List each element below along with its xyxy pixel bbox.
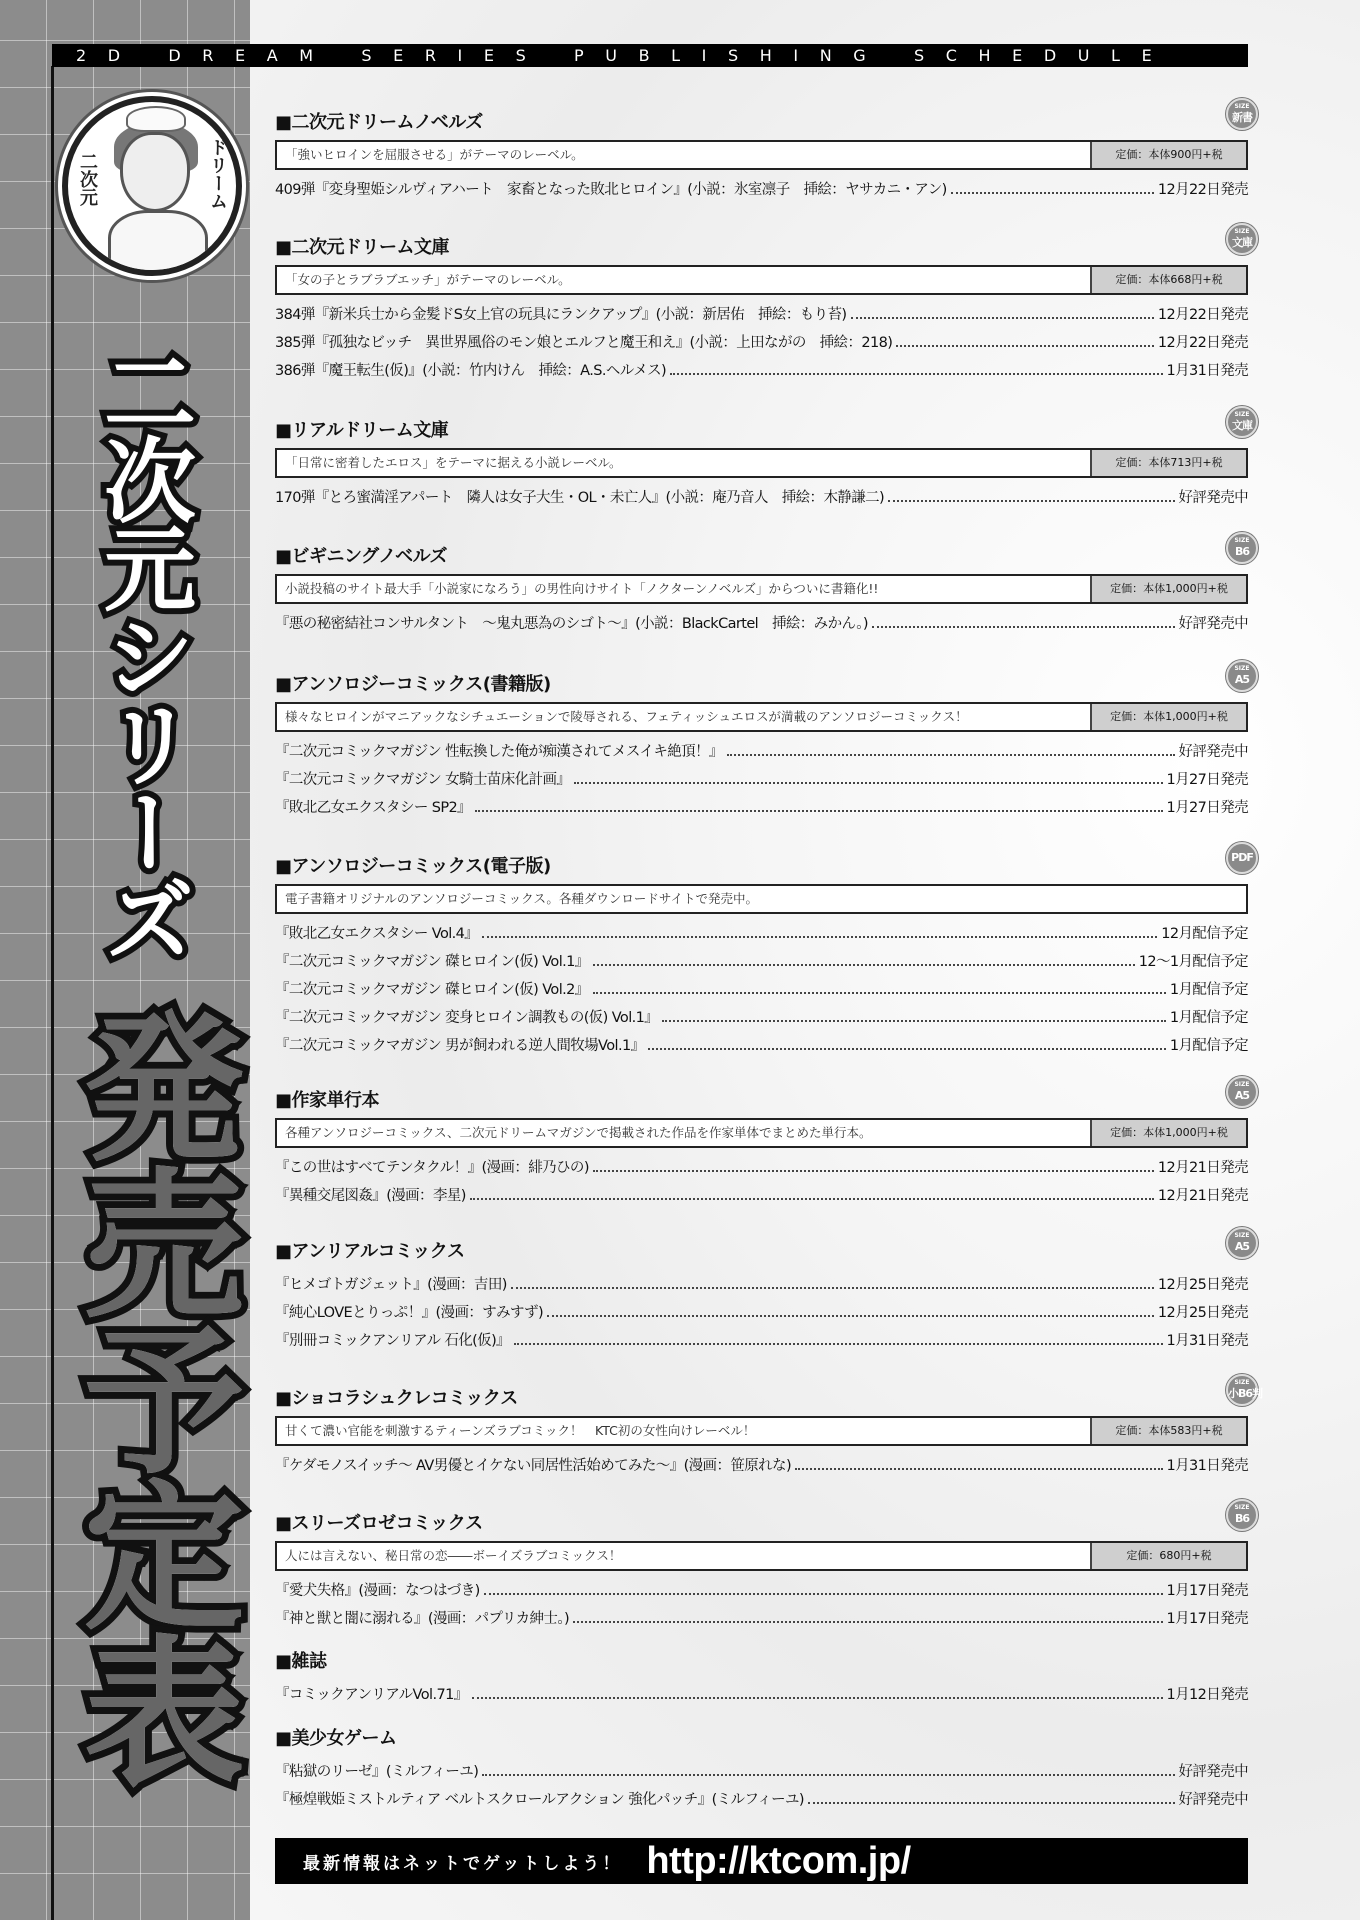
list-item (275, 482, 1248, 510)
list-item (275, 1679, 1248, 1707)
schedule-vertical-title: 発売予定表 (57, 1005, 244, 1785)
item-title: 『純心LOVEとりっぷ！』(漫画：すみすず) (275, 1305, 544, 1321)
list-item (275, 1030, 1248, 1058)
release-date: 1月配信予定 (1169, 1038, 1248, 1054)
badge-label: SIZE (1234, 665, 1250, 672)
leader-dots (648, 1048, 1165, 1050)
badge-value: 文庫 (1232, 236, 1252, 249)
item-title: 『ケダモノスイッチ～ AV男優とイケない同居性活始めてみた～』(漫画：笹原れな) (275, 1458, 792, 1474)
schedule-section (275, 1232, 1250, 1349)
price-label: 定価：本体583円+税 (1090, 1418, 1246, 1444)
leader-dots (573, 1621, 1162, 1623)
release-date: 好評発売中 (1178, 1792, 1248, 1808)
release-date: 1月配信予定 (1169, 982, 1248, 998)
schedule-section (275, 1504, 1250, 1627)
item-title: 『別冊コミックアンリアル 石化(仮)』 (275, 1333, 511, 1349)
item-title: 『二次元コミックマガジン 磔ヒロイン(仮) Vol.2』 (275, 982, 589, 998)
release-date: 12月25日発売 (1157, 1277, 1248, 1293)
section-description: 甘くて濃い官能を刺激するティーンズラブコミック！ KTC初の女性向けレーベル！ (285, 1423, 756, 1438)
leader-dots (547, 1315, 1154, 1317)
section-description: 様々なヒロインがマニアックなシチュエーションで陵辱される、フェティッシュエロスが満載のアンソロジーコミックス！ (285, 709, 968, 724)
leader-dots (670, 373, 1162, 375)
badge-value: B6 (1234, 1512, 1250, 1525)
price-label: 定価：本体1,000円+税 (1090, 704, 1246, 730)
badge-label: SIZE (1234, 1379, 1250, 1386)
item-title: 『二次元コミックマガジン 男が飼われる逆人間牧場Vol.1』 (275, 1038, 645, 1054)
release-date: 12月25日発売 (1157, 1305, 1248, 1321)
price-label: 定価：680円+税 (1090, 1543, 1246, 1569)
list-item (275, 1297, 1248, 1325)
release-date: 1月31日発売 (1166, 363, 1248, 379)
item-title: 『この世はすべてテンタクル！』(漫画：緋乃ひの) (275, 1160, 589, 1176)
description-box (275, 1118, 1248, 1148)
release-date: 12月22日発売 (1157, 182, 1248, 198)
leader-dots (472, 1697, 1163, 1699)
item-title: 『極煌戦姫ミストルティア ベルトスクロールアクション 強化パッチ』(ミルフィーユ) (275, 1792, 804, 1808)
leader-dots (727, 754, 1175, 756)
item-list (275, 482, 1248, 510)
description-box (275, 1416, 1248, 1446)
list-item (275, 174, 1248, 202)
section-heading: ■スリーズロゼコミックス (275, 1513, 483, 1534)
item-list (275, 1679, 1248, 1707)
release-date: 好評発売中 (1178, 490, 1248, 506)
list-item (275, 1152, 1248, 1180)
badge-value: 小B6判 (1228, 1387, 1263, 1400)
description-box (275, 448, 1248, 478)
section-description: 「女の子とラブラブエッチ」がテーマのレーベル。 (285, 272, 571, 287)
release-date: 1月27日発売 (1166, 772, 1248, 788)
list-item (275, 1603, 1248, 1631)
item-title: 『二次元コミックマガジン 性転換した俺が痴漢されてメスイキ絶頂！』 (275, 744, 723, 760)
release-date: 1月12日発売 (1166, 1687, 1248, 1703)
size-badge-icon (1226, 1076, 1258, 1108)
price-label: 定価：本体713円+税 (1090, 450, 1246, 476)
leader-dots (511, 1287, 1154, 1289)
release-date: 好評発売中 (1178, 744, 1248, 760)
item-title: 409弾『変身聖姫シルヴィアハート 家畜となった敗北ヒロイン』(小説：氷室凛子 挿絵：ヤサカニ・アン) (275, 182, 947, 198)
mascot-cap (126, 106, 186, 132)
item-title: 『神と獣と闇に溺れる』(漫画：パプリカ紳士。) (275, 1611, 570, 1627)
release-date: 1月17日発売 (1166, 1583, 1248, 1599)
item-title: 『ヒメゴトガジェット』(漫画：吉田) (275, 1277, 507, 1293)
item-title: 『敗北乙女エクスタシー SP2』 (275, 800, 472, 816)
leader-dots (888, 500, 1174, 502)
size-badge-icon (1226, 1374, 1263, 1406)
list-item (275, 946, 1248, 974)
schedule-section (275, 1651, 1248, 1703)
release-date: 12月配信予定 (1161, 926, 1248, 942)
leader-dots (951, 192, 1154, 194)
section-heading: ■リアルドリーム文庫 (275, 420, 449, 441)
header-bar: 2D DREAM SERIES PUBLISHING SCHEDULE (52, 44, 1248, 67)
release-date: 12月22日発売 (1157, 335, 1248, 351)
badge-label: SIZE (1234, 103, 1250, 110)
price-label: 定価：本体1,000円+税 (1090, 576, 1246, 602)
schedule-section (275, 1379, 1263, 1474)
item-title: 『二次元コミックマガジン 女騎士苗床化計画』 (275, 772, 571, 788)
item-list (275, 736, 1248, 820)
list-item (275, 1575, 1248, 1603)
item-title: 385弾『孤独なビッチ 異世界風俗のモン娘とエルフと魔王和え』(小説：上田ながの 挿絵：218) (275, 335, 893, 351)
leader-dots (851, 317, 1154, 319)
release-date: 1月17日発売 (1166, 1611, 1248, 1627)
schedule-section (275, 411, 1252, 506)
leader-dots (593, 1170, 1154, 1172)
section-heading: ■ビギニングノベルズ (275, 546, 448, 567)
section-description: 「日常に密着したエロス」をテーマに据える小説レーベル。 (285, 455, 622, 470)
list-item (275, 1269, 1248, 1297)
item-list (275, 608, 1248, 636)
size-badge-icon (1226, 842, 1258, 874)
badge-value: A5 (1234, 1240, 1250, 1253)
section-heading: ■二次元ドリームノベルズ (275, 112, 483, 133)
list-item (275, 918, 1248, 946)
item-list (275, 918, 1248, 1058)
list-item (275, 1180, 1248, 1208)
schedule-section (275, 228, 1252, 379)
badge-value: B6 (1234, 545, 1250, 558)
size-badge-icon (1226, 1227, 1258, 1259)
section-heading: ■アンソロジーコミックス(書籍版) (275, 674, 551, 695)
size-badge-icon (1226, 223, 1258, 255)
leader-dots (593, 992, 1166, 994)
item-title: 『二次元コミックマガジン 変身ヒロイン調教もの(仮) Vol.1』 (275, 1010, 659, 1026)
item-list (275, 174, 1248, 202)
release-date: 好評発売中 (1178, 1764, 1248, 1780)
series-vertical-title: 二次元シリーズ (89, 345, 196, 961)
list-item (275, 764, 1248, 792)
list-item (275, 974, 1248, 1002)
list-item (275, 1450, 1248, 1478)
item-title: 『愛犬失格』(漫画：なつはづき) (275, 1583, 480, 1599)
list-item (275, 1002, 1248, 1030)
section-heading: ■アンリアルコミックス (275, 1241, 465, 1262)
schedule-section (275, 537, 1250, 632)
price-label: 定価：本体668円+税 (1090, 267, 1246, 293)
banner-message: 最新情報はネットでゲットしよう！ (303, 1853, 623, 1874)
section-description: 「強いヒロインを屈服させる」がテーマのレーベル。 (285, 147, 584, 162)
description-box (275, 884, 1248, 914)
leader-dots (482, 1774, 1174, 1776)
badge-value: PDF (1231, 851, 1253, 864)
schedule-section (275, 103, 1252, 198)
item-list (275, 1756, 1248, 1812)
section-heading: ■作家単行本 (275, 1090, 380, 1111)
list-item (275, 736, 1248, 764)
release-date: 1月31日発売 (1166, 1333, 1248, 1349)
badge-label: SIZE (1234, 537, 1250, 544)
item-list (275, 1269, 1248, 1353)
release-date: 12月22日発売 (1157, 307, 1248, 323)
leader-dots (574, 782, 1162, 784)
size-badge-icon (1226, 1499, 1258, 1531)
badge-value: 文庫 (1232, 419, 1252, 432)
badge-label: SIZE (1234, 1081, 1250, 1088)
schedule-section (275, 1728, 1248, 1808)
schedule-section (275, 665, 1250, 816)
list-item (275, 327, 1248, 355)
section-heading: ■アンソロジーコミックス(電子版) (275, 856, 551, 877)
item-title: 386弾『魔王転生(仮)』(小説：竹内けん 挿絵：A.S.ヘルメス) (275, 363, 667, 379)
item-title: 『敗北乙女エクスタシー Vol.4』 (275, 926, 479, 942)
list-item (275, 1784, 1248, 1812)
size-badge-icon (1226, 660, 1258, 692)
schedule-section (275, 851, 1253, 1054)
list-item (275, 608, 1248, 636)
size-badge-icon (1226, 406, 1258, 438)
section-description: 電子書籍オリジナルのアンソロジーコミックス。各種ダウンロードサイトで発売中。 (285, 891, 759, 906)
mascot-body (108, 210, 208, 276)
schedule-section (275, 1081, 1250, 1204)
release-date: 12月21日発売 (1157, 1160, 1248, 1176)
item-title: 『コミックアンリアルVol.71』 (275, 1687, 468, 1703)
item-title: 『悪の秘密結社コンサルタント ～鬼丸悪為のシゴト～』(小説：BlackCartel 挿絵：みかん。) (275, 616, 868, 632)
leader-dots (872, 626, 1175, 628)
list-item (275, 355, 1248, 383)
badge-label: SIZE (1234, 228, 1250, 235)
mascot-logo (62, 96, 242, 276)
description-box (275, 140, 1248, 170)
badge-value: A5 (1234, 1089, 1250, 1102)
item-list (275, 299, 1248, 383)
list-item (275, 1756, 1248, 1784)
section-description: 各種アンソロジーコミックス、二次元ドリームマガジンで掲載された作品を作家単体でまとめた単行本。 (285, 1125, 872, 1140)
section-description: 小説投稿のサイト最大手「小説家になろう」の男性向けサイト「ノクターンノベルズ」からついに書籍化!! (285, 581, 879, 596)
release-date: 12～1月配信予定 (1138, 954, 1248, 970)
leader-dots (593, 964, 1135, 966)
description-box (275, 702, 1248, 732)
logo-text-right: ドリーム (207, 138, 228, 210)
leader-dots (808, 1802, 1175, 1804)
leader-dots (662, 1020, 1166, 1022)
list-item (275, 299, 1248, 327)
price-label: 定価：本体900円+税 (1090, 142, 1246, 168)
release-date: 12月21日発売 (1157, 1188, 1248, 1204)
badge-label: SIZE (1234, 1232, 1250, 1239)
badge-value: 新書 (1232, 111, 1252, 124)
mascot-face (120, 132, 190, 212)
leader-dots (475, 810, 1162, 812)
section-heading: ■二次元ドリーム文庫 (275, 237, 450, 258)
item-title: 384弾『新米兵士から金髪ドS女上官の玩具にランクアップ』(小説：新居佑 挿絵：もり苔) (275, 307, 847, 323)
section-description: 人には言えない、秘日常の恋――ボーイズラブコミックス！ (285, 1548, 622, 1563)
item-title: 『異種交尾図姦』(漫画：李星) (275, 1188, 466, 1204)
leader-dots (482, 936, 1157, 938)
section-heading: ■美少女ゲーム (275, 1728, 397, 1749)
badge-label: SIZE (1234, 411, 1250, 418)
list-item (275, 1325, 1248, 1353)
leader-dots (896, 345, 1154, 347)
size-badge-icon (1226, 532, 1258, 564)
section-heading: ■雑誌 (275, 1651, 327, 1672)
item-list (275, 1152, 1248, 1208)
price-label: 定価：本体1,000円+税 (1090, 1120, 1246, 1146)
item-title: 『二次元コミックマガジン 磔ヒロイン(仮) Vol.1』 (275, 954, 589, 970)
leader-dots (795, 1468, 1163, 1470)
badge-value: A5 (1234, 673, 1250, 686)
leader-dots (470, 1198, 1154, 1200)
release-date: 1月配信予定 (1169, 1010, 1248, 1026)
description-box (275, 1541, 1248, 1571)
description-box (275, 574, 1248, 604)
release-date: 1月27日発売 (1166, 800, 1248, 816)
description-box (275, 265, 1248, 295)
leader-dots (484, 1593, 1163, 1595)
badge-label: SIZE (1234, 1504, 1250, 1511)
release-date: 1月31日発売 (1166, 1458, 1248, 1474)
footer-banner (275, 1838, 1248, 1884)
release-date: 好評発売中 (1178, 616, 1248, 632)
list-item (275, 792, 1248, 820)
item-list (275, 1450, 1248, 1478)
leader-dots (514, 1343, 1162, 1345)
logo-text-left: 二次元 (77, 152, 98, 206)
section-heading: ■ショコラシュクレコミックス (275, 1388, 518, 1409)
item-title: 170弾『とろ蜜満淫アパート 隣人は女子大生・OL・未亡人』(小説：庵乃音人 挿絵：木静謙二) (275, 490, 885, 506)
website-link[interactable]: http://ktcom.jp/ (646, 1839, 911, 1882)
item-title: 『粘獄のリーゼ』(ミルフィーユ) (275, 1764, 479, 1780)
item-list (275, 1575, 1248, 1631)
size-badge-icon (1226, 98, 1258, 130)
